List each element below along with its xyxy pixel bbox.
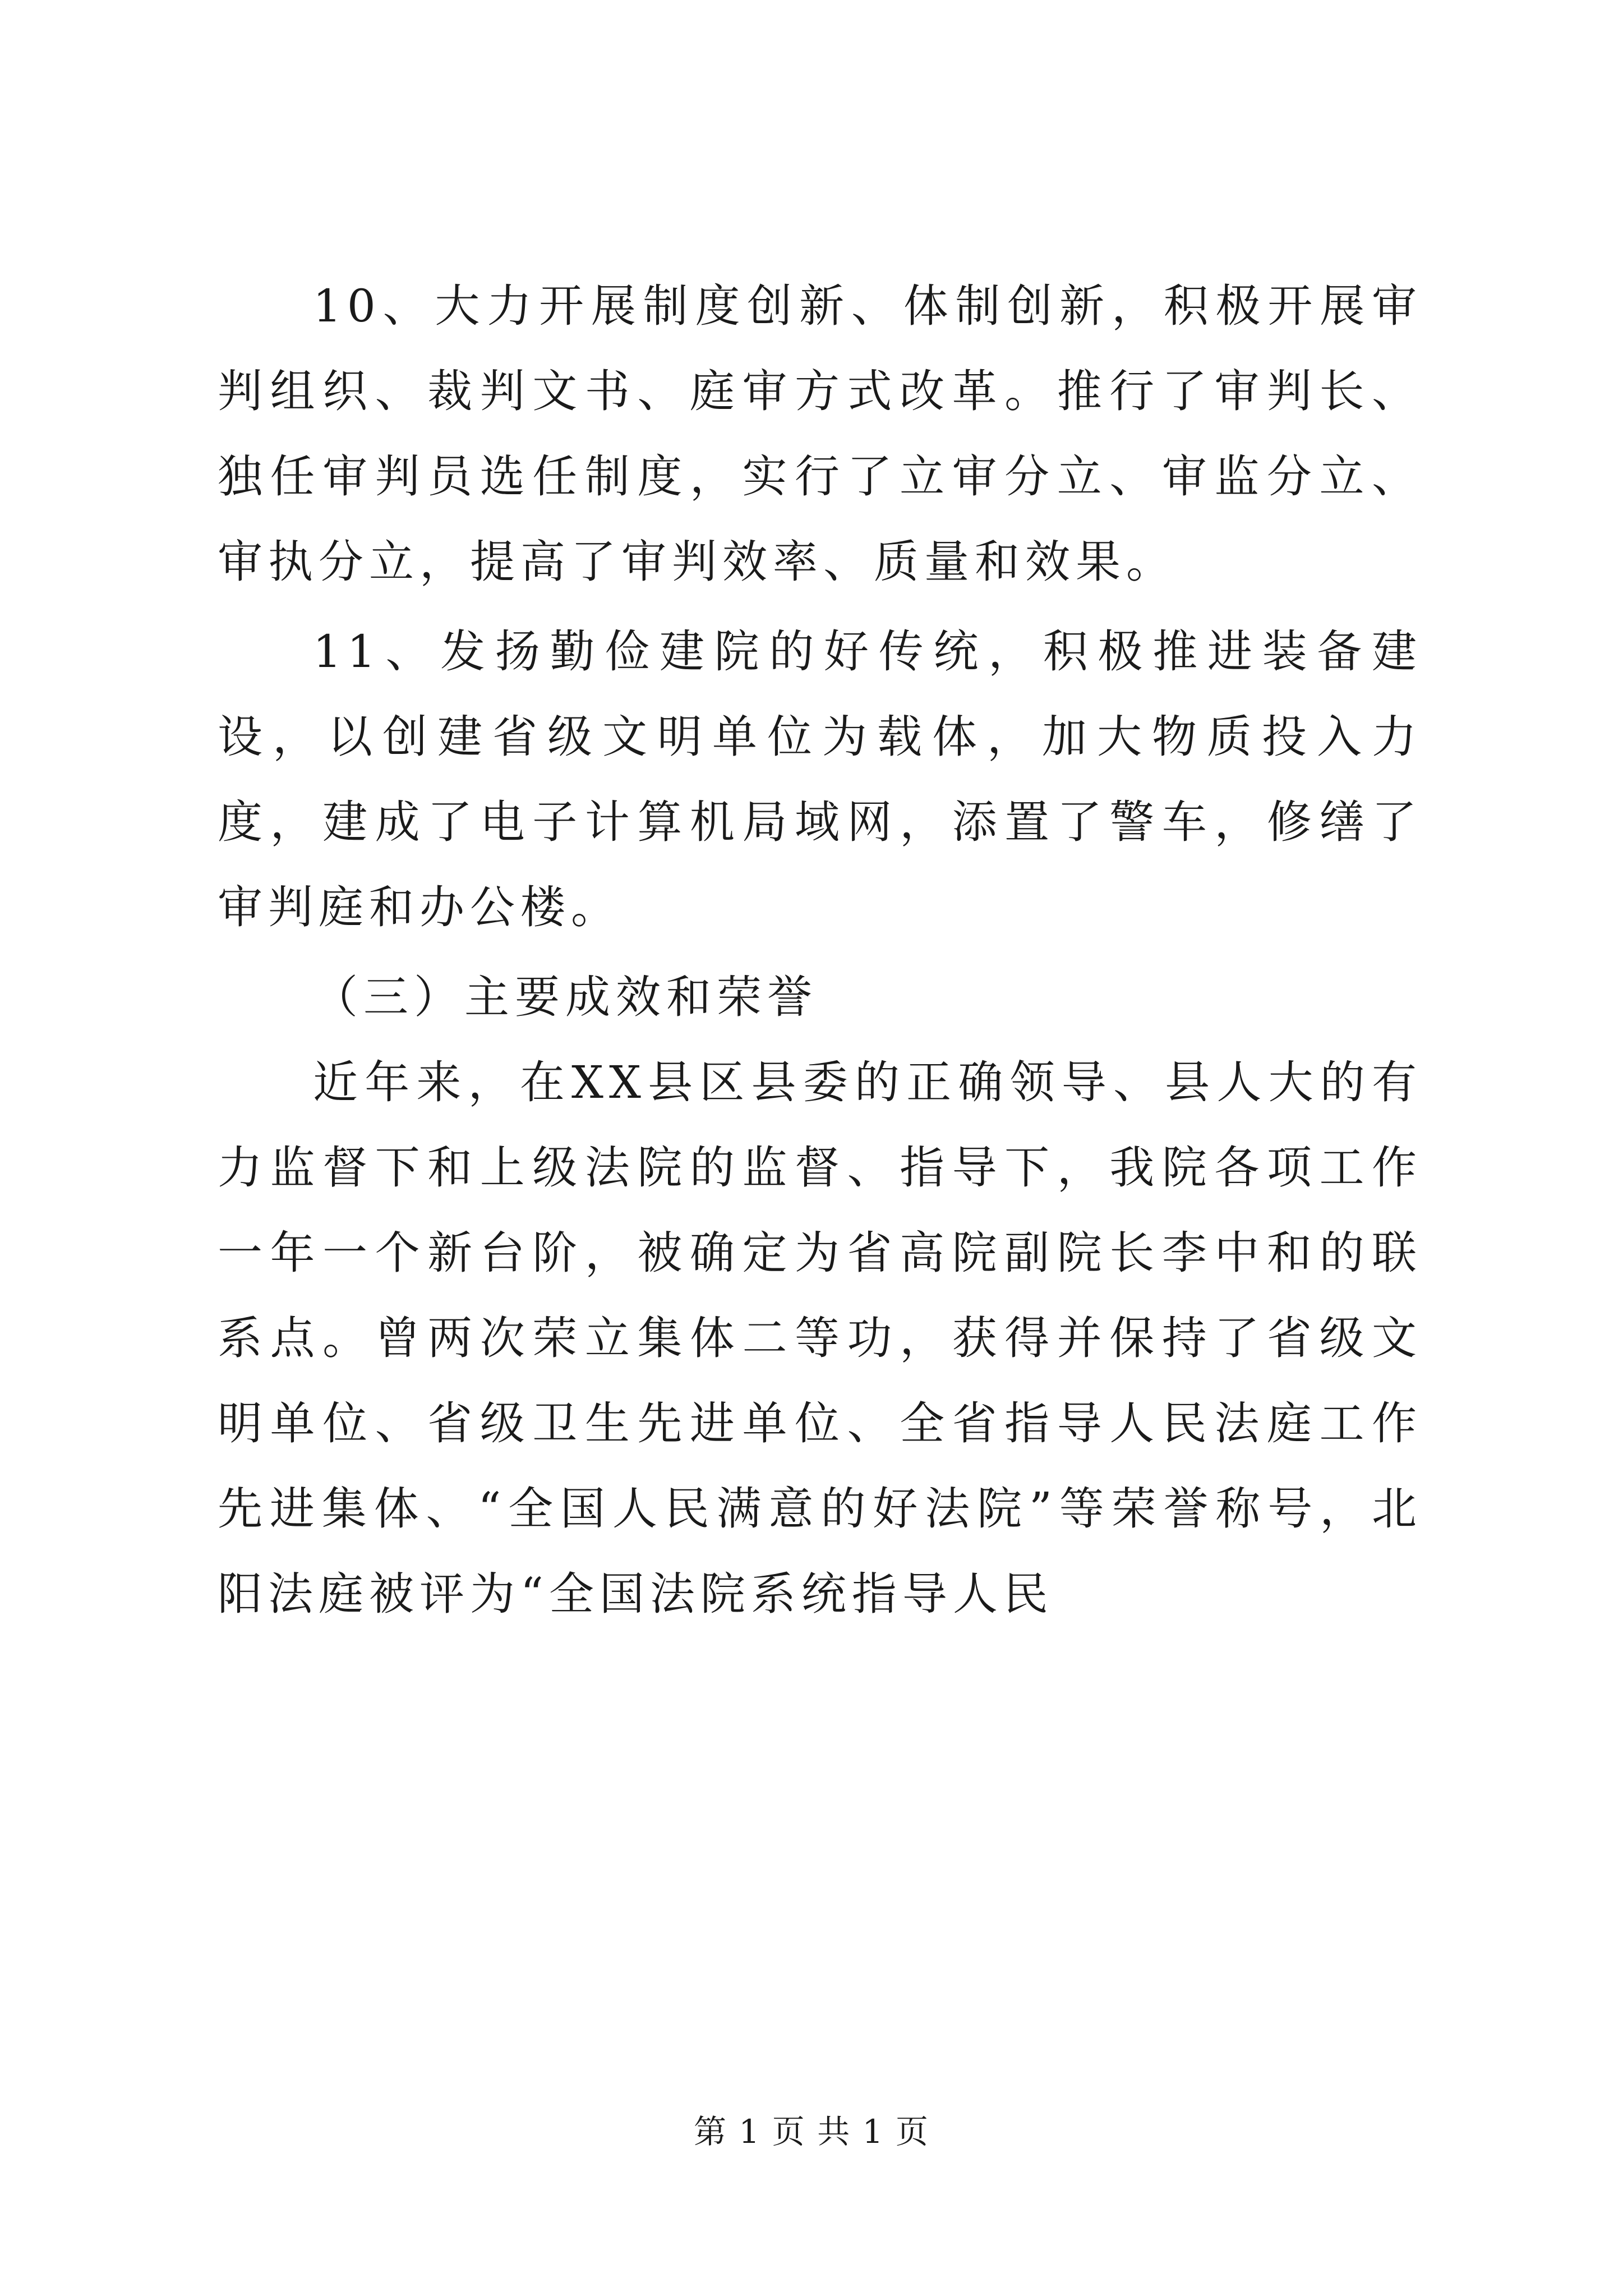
paragraph-item-10: 10、大力开展制度创新、体制创新，积极开展审判组织、裁判文书、庭审方式改革。推行了审判长、独任审判员选任制度，实行了立审分立、审监分立、审执分立，提高了审判效率、质量和效果。 bbox=[218, 280, 1422, 588]
page-number-footer: 第 1 页 共 1 页 bbox=[694, 2113, 929, 2151]
section-heading: （三）主要成效和荣誉 bbox=[313, 971, 818, 1023]
document-body bbox=[218, 264, 1422, 1637]
closing-paragraph: 近年来，在XX县区县委的正确领导、县人大的有力监督下和上级法院的监督、指导下，我院各项工作一年一个新台阶，被确定为省高院副院长李中和的联系点。曾两次荣立集体二等功，获得并保持了省级文明单位、省级卫生先进单位、全省指导人民法庭工作先进集体、“全国人民满意的好法院”等荣誉称号，北阳法庭被评为“全国法院系统指导人民 bbox=[218, 1056, 1422, 1620]
paragraph-item-11: 11、发扬勤俭建院的好传统，积极推进装备建设，以创建省级文明单位为载体，加大物质投入力度，建成了电子计算机局域网，添置了警车，修缮了审判庭和办公楼。 bbox=[218, 625, 1422, 933]
